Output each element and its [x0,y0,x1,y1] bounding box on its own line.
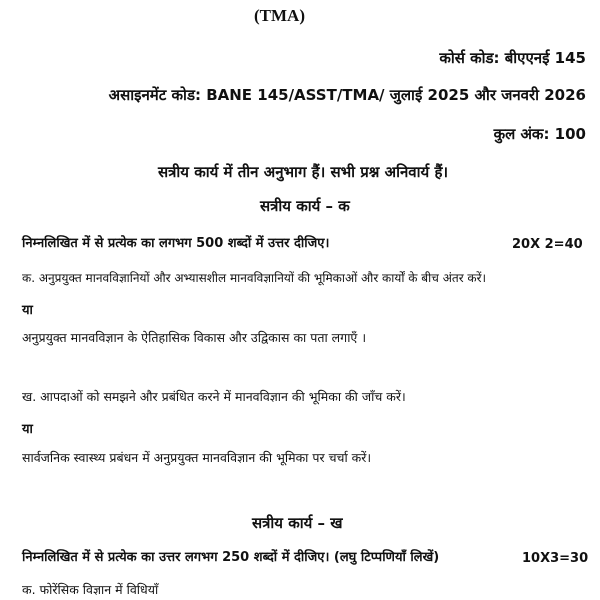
section-a-title: सत्रीय कार्य – क [260,197,350,215]
or-label-2: या [22,422,33,437]
course-code: कोर्स कोड: बीएएनई 145 [439,49,586,67]
section-b-question-1: क. फोरेंसिक विज्ञान में विधियाँ [22,582,159,597]
instructions: सत्रीय कार्य में तीन अनुभाग हैं। सभी प्रश्न अनिवार्य हैं। [158,163,449,181]
section-a-marks: 20X 2=40 [512,237,583,252]
section-a-question-1-alt: अनुप्रयुक्त मानवविज्ञान के ऐतिहासिक विकास और उद्विकास का पता लगाएँ । [22,330,367,345]
tma-heading: (TMA) [254,6,305,25]
section-a-instruction: निम्नलिखित में से प्रत्येक का लगभग 500 शब्दों में उत्तर दीजिए। [22,236,330,251]
assignment-code: असाइनमेंट कोड: BANE 145/ASST/TMA/ जुलाई 2025 और जनवरी 2026 [108,86,586,104]
section-b-instruction: निम्नलिखित में से प्रत्येक का उत्तर लगभग 250 शब्दों में दीजिए। (लघु टिप्पणियाँ लिखें) [22,550,440,565]
section-b-title: सत्रीय कार्य – ख [252,514,343,532]
section-a-question-1: क. अनुप्रयुक्त मानवविज्ञानियों और अभ्यासशील मानवविज्ञानियों की भूमिकाओं और कार्यों के बीच अंतर करें। [22,271,487,285]
section-a-question-2: ख. आपदाओं को समझने और प्रबंधित करने में मानवविज्ञान की भूमिका की जाँच करें। [22,389,406,404]
section-b-marks: 10X3=30 [522,551,589,566]
total-marks: कुल अंक: 100 [493,125,586,143]
or-label-1: या [22,303,33,318]
section-a-question-2-alt: सार्वजनिक स्वास्थ्य प्रबंधन में अनुप्रयुक्त मानवविज्ञान की भूमिका पर चर्चा करें। [22,450,372,465]
